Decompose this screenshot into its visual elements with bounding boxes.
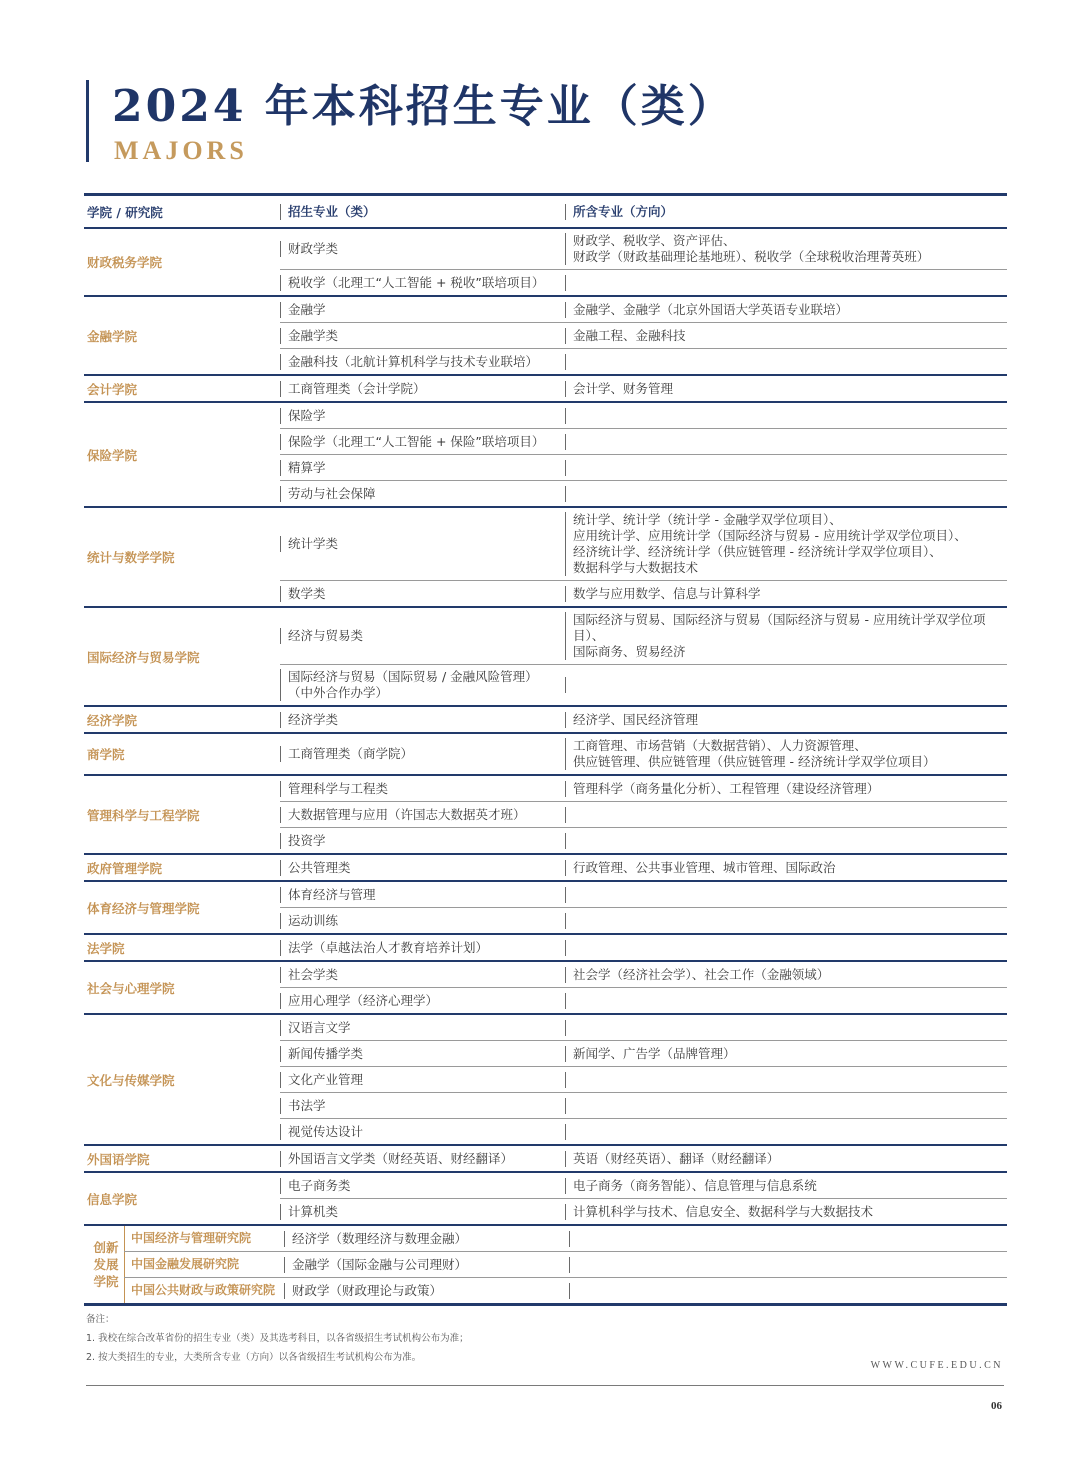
college-name: 国际经济与贸易学院 bbox=[87, 649, 200, 665]
table-row bbox=[280, 776, 1007, 802]
table-row bbox=[280, 508, 1007, 581]
table-row bbox=[280, 802, 1007, 828]
major-cell: 投资学 bbox=[280, 833, 565, 849]
sub-majors-cell bbox=[565, 434, 1007, 450]
table-row bbox=[280, 988, 1007, 1013]
college-name: 商学院 bbox=[87, 747, 125, 762]
majors-table bbox=[84, 193, 1007, 1306]
major-cell: 经济与贸易类 bbox=[280, 628, 565, 644]
major-cell: 精算学 bbox=[280, 460, 565, 476]
website-url: WWW.CUFE.EDU.CN bbox=[870, 1360, 1003, 1371]
major-cell: 经济学（数理经济与数理金融） bbox=[284, 1231, 569, 1247]
sub-majors-cell bbox=[569, 1283, 1007, 1299]
table-row bbox=[280, 376, 1007, 401]
college-group bbox=[84, 962, 1007, 1015]
college-group bbox=[84, 1146, 1007, 1173]
note-item: 1. 我校在综合改革省份的招生专业（类）及其选考科目，以各省级招生考试机构公布为准； bbox=[86, 1333, 469, 1344]
major-cell: 文化产业管理 bbox=[280, 1072, 565, 1088]
table-header bbox=[84, 196, 1007, 229]
notes bbox=[86, 1310, 469, 1367]
table-row bbox=[280, 734, 1007, 774]
sub-majors-cell bbox=[565, 460, 1007, 476]
sub-majors-cell: 社会学（经济社会学）、社会工作（金融领域） bbox=[565, 967, 1007, 983]
table-row bbox=[280, 229, 1007, 270]
major-cell: 书法学 bbox=[280, 1098, 565, 1114]
sub-majors-cell bbox=[565, 486, 1007, 502]
sub-majors-cell: 管理科学（商务量化分析）、工程管理（建设经济管理） bbox=[565, 781, 1007, 797]
notes-heading: 备注： bbox=[86, 1314, 115, 1325]
title-accent-bar bbox=[86, 80, 89, 162]
sub-majors-cell bbox=[565, 1098, 1007, 1114]
major-cell: 视觉传达设计 bbox=[280, 1124, 565, 1140]
college-group bbox=[84, 776, 1007, 855]
sub-majors-cell bbox=[565, 275, 1007, 291]
major-cell: 金融科技（北航计算机科学与技术专业联培） bbox=[280, 354, 565, 370]
major-cell: 应用心理学（经济心理学） bbox=[280, 993, 565, 1009]
major-cell: 社会学类 bbox=[280, 967, 565, 983]
college-group bbox=[84, 403, 1007, 508]
college-name: 保险学院 bbox=[87, 447, 138, 463]
note-item: 2. 按大类招生的专业，大类所含专业（方向）以各省级招生考试机构公布为准。 bbox=[86, 1352, 422, 1363]
major-cell: 数学类 bbox=[280, 586, 565, 602]
college-group bbox=[84, 1173, 1007, 1226]
table-row bbox=[280, 908, 1007, 933]
table-row bbox=[280, 1146, 1007, 1171]
major-cell: 运动训练 bbox=[280, 913, 565, 929]
table-row bbox=[280, 828, 1007, 853]
sub-majors-cell: 数学与应用数学、信息与计算科学 bbox=[565, 586, 1007, 602]
sub-majors-cell bbox=[565, 1072, 1007, 1088]
sub-majors-cell: 行政管理、公共事业管理、城市管理、国际政治 bbox=[565, 860, 1007, 876]
page-title: 2024 年本科招生专业（类） bbox=[112, 81, 735, 132]
college-name: 会计学院 bbox=[87, 381, 138, 397]
column-header-college: 学院 / 研究院 bbox=[87, 204, 163, 220]
major-cell: 保险学（北理工“人工智能 + 保险”联培项目） bbox=[280, 434, 565, 450]
institute-name: 中国金融发展研究院 bbox=[124, 1252, 284, 1277]
sub-majors-cell: 财政学、税收学、资产评估、 财政学（财政基础理论基地班）、税收学（全球税收治理菁英班） bbox=[565, 233, 1007, 265]
major-cell: 劳动与社会保障 bbox=[280, 486, 565, 502]
innovation-college-label: 创新 发展 学院 bbox=[93, 1240, 119, 1289]
sub-majors-cell bbox=[565, 940, 1007, 956]
table-row bbox=[280, 455, 1007, 481]
sub-majors-cell bbox=[565, 807, 1007, 823]
table-row bbox=[124, 1252, 1007, 1278]
sub-majors-cell bbox=[565, 1020, 1007, 1036]
college-name: 文化与传媒学院 bbox=[87, 1072, 175, 1088]
sub-majors-cell: 国际经济与贸易、国际经济与贸易（国际经济与贸易 - 应用统计学双学位项目）、 国际商务、贸易经济 bbox=[565, 612, 1007, 660]
college-name: 法学院 bbox=[87, 940, 125, 956]
sub-majors-cell bbox=[565, 993, 1007, 1009]
major-cell: 公共管理类 bbox=[280, 860, 565, 876]
table-row bbox=[280, 1173, 1007, 1199]
table-row bbox=[280, 1015, 1007, 1041]
college-group bbox=[84, 707, 1007, 734]
major-cell: 保险学 bbox=[280, 408, 565, 424]
table-row bbox=[124, 1226, 1007, 1252]
major-cell: 电子商务类 bbox=[280, 1178, 565, 1194]
table-row bbox=[280, 1067, 1007, 1093]
major-cell: 金融学（国际金融与公司理财） bbox=[284, 1257, 569, 1273]
sub-majors-cell bbox=[565, 887, 1007, 903]
table-row bbox=[280, 882, 1007, 908]
major-cell: 税收学（北理工“人工智能 + 税收”联培项目） bbox=[280, 275, 565, 291]
college-group bbox=[84, 608, 1007, 707]
college-group bbox=[84, 376, 1007, 403]
table-row bbox=[280, 1041, 1007, 1067]
sub-majors-cell: 新闻学、广告学（品牌管理） bbox=[565, 1046, 1007, 1062]
major-cell: 大数据管理与应用（许国志大数据英才班） bbox=[280, 807, 565, 823]
sub-majors-cell bbox=[565, 677, 1007, 693]
college-group bbox=[84, 508, 1007, 608]
page-subtitle: MAJORS bbox=[114, 136, 248, 165]
major-cell: 金融学 bbox=[280, 302, 565, 318]
table-row bbox=[280, 481, 1007, 506]
major-cell: 外国语言文学类（财经英语、财经翻译） bbox=[280, 1151, 565, 1167]
sub-majors-cell bbox=[565, 408, 1007, 424]
sub-majors-cell bbox=[565, 1124, 1007, 1140]
major-cell: 财政学类 bbox=[280, 241, 565, 257]
table-row bbox=[280, 581, 1007, 606]
major-cell: 计算机类 bbox=[280, 1204, 565, 1220]
table-row bbox=[280, 1119, 1007, 1144]
college-name: 管理科学与工程学院 bbox=[87, 807, 200, 823]
sub-majors-cell: 经济学、国民经济管理 bbox=[565, 712, 1007, 728]
sub-majors-cell bbox=[565, 354, 1007, 370]
table-row bbox=[280, 707, 1007, 732]
college-name: 信息学院 bbox=[87, 1191, 138, 1207]
sub-majors-cell: 统计学、统计学（统计学 - 金融学双学位项目）、 应用统计学、应用统计学（国际经济与贸易 - 应用统计学双学位项目）、 经济统计学、经济统计学（供应链管理 - 经济统计学双学位项目）、 数据科学与大数据技术 bbox=[565, 512, 1007, 576]
table-row bbox=[280, 855, 1007, 880]
college-name: 外国语学院 bbox=[87, 1151, 150, 1167]
institute-name: 中国公共财政与政策研究院 bbox=[124, 1278, 284, 1303]
college-name: 政府管理学院 bbox=[87, 860, 163, 876]
sub-majors-cell: 金融工程、金融科技 bbox=[565, 328, 1007, 344]
table-row bbox=[280, 429, 1007, 455]
sub-majors-cell: 会计学、财务管理 bbox=[565, 381, 1007, 397]
major-cell: 工商管理类（商学院） bbox=[280, 746, 565, 762]
college-name: 体育经济与管理学院 bbox=[87, 900, 200, 916]
table-row bbox=[280, 962, 1007, 988]
major-cell: 统计学类 bbox=[280, 536, 565, 552]
sub-majors-cell: 英语（财经英语）、翻译（财经翻译） bbox=[565, 1151, 1007, 1167]
sub-majors-cell bbox=[569, 1257, 1007, 1273]
college-name: 社会与心理学院 bbox=[87, 980, 175, 996]
major-cell: 新闻传播学类 bbox=[280, 1046, 565, 1062]
sub-majors-cell: 电子商务（商务智能）、信息管理与信息系统 bbox=[565, 1178, 1007, 1194]
column-header-sub-majors: 所含专业（方向） bbox=[565, 204, 1007, 220]
college-group bbox=[84, 882, 1007, 935]
college-group bbox=[84, 297, 1007, 376]
college-group bbox=[84, 935, 1007, 962]
major-cell: 工商管理类（会计学院） bbox=[280, 381, 565, 397]
major-cell: 体育经济与管理 bbox=[280, 887, 565, 903]
major-cell: 金融学类 bbox=[280, 328, 565, 344]
table-row bbox=[280, 665, 1007, 705]
major-cell: 经济学类 bbox=[280, 712, 565, 728]
institute-name: 中国经济与管理研究院 bbox=[124, 1226, 284, 1251]
innovation-college-group bbox=[84, 1226, 1007, 1303]
table-row bbox=[280, 349, 1007, 374]
column-header-major: 招生专业（类） bbox=[280, 204, 565, 220]
major-cell: 财政学（财政理论与政策） bbox=[284, 1283, 569, 1299]
table-row bbox=[280, 297, 1007, 323]
table-row bbox=[280, 608, 1007, 665]
table-row bbox=[280, 403, 1007, 429]
college-name: 经济学院 bbox=[87, 712, 138, 728]
table-row bbox=[280, 1093, 1007, 1119]
college-group bbox=[84, 1015, 1007, 1146]
table-row bbox=[280, 270, 1007, 295]
college-group bbox=[84, 855, 1007, 882]
major-cell: 汉语言文学 bbox=[280, 1020, 565, 1036]
table-row bbox=[124, 1278, 1007, 1303]
major-cell: 管理科学与工程类 bbox=[280, 781, 565, 797]
sub-majors-cell: 计算机科学与技术、信息安全、数据科学与大数据技术 bbox=[565, 1204, 1007, 1220]
sub-majors-cell bbox=[565, 913, 1007, 929]
page-number: 06 bbox=[991, 1400, 1002, 1412]
college-group bbox=[84, 229, 1007, 297]
college-name: 统计与数学学院 bbox=[87, 550, 175, 565]
major-cell: 国际经济与贸易（国际贸易 / 金融风险管理） （中外合作办学） bbox=[280, 669, 565, 701]
sub-majors-cell: 金融学、金融学（北京外国语大学英语专业联培） bbox=[565, 302, 1007, 318]
college-name: 财政税务学院 bbox=[87, 255, 163, 270]
sub-majors-cell bbox=[565, 833, 1007, 849]
college-name: 金融学院 bbox=[87, 328, 138, 344]
sub-majors-cell bbox=[569, 1231, 1007, 1247]
footer-divider bbox=[86, 1385, 1004, 1386]
major-cell: 法学（卓越法治人才教育培养计划） bbox=[280, 940, 565, 956]
table-row bbox=[280, 323, 1007, 349]
table-row bbox=[280, 935, 1007, 960]
table-row bbox=[280, 1199, 1007, 1224]
sub-majors-cell: 工商管理、市场营销（大数据营销）、人力资源管理、 供应链管理、供应链管理（供应链管理 - 经济统计学双学位项目） bbox=[565, 738, 1007, 770]
college-group bbox=[84, 734, 1007, 776]
